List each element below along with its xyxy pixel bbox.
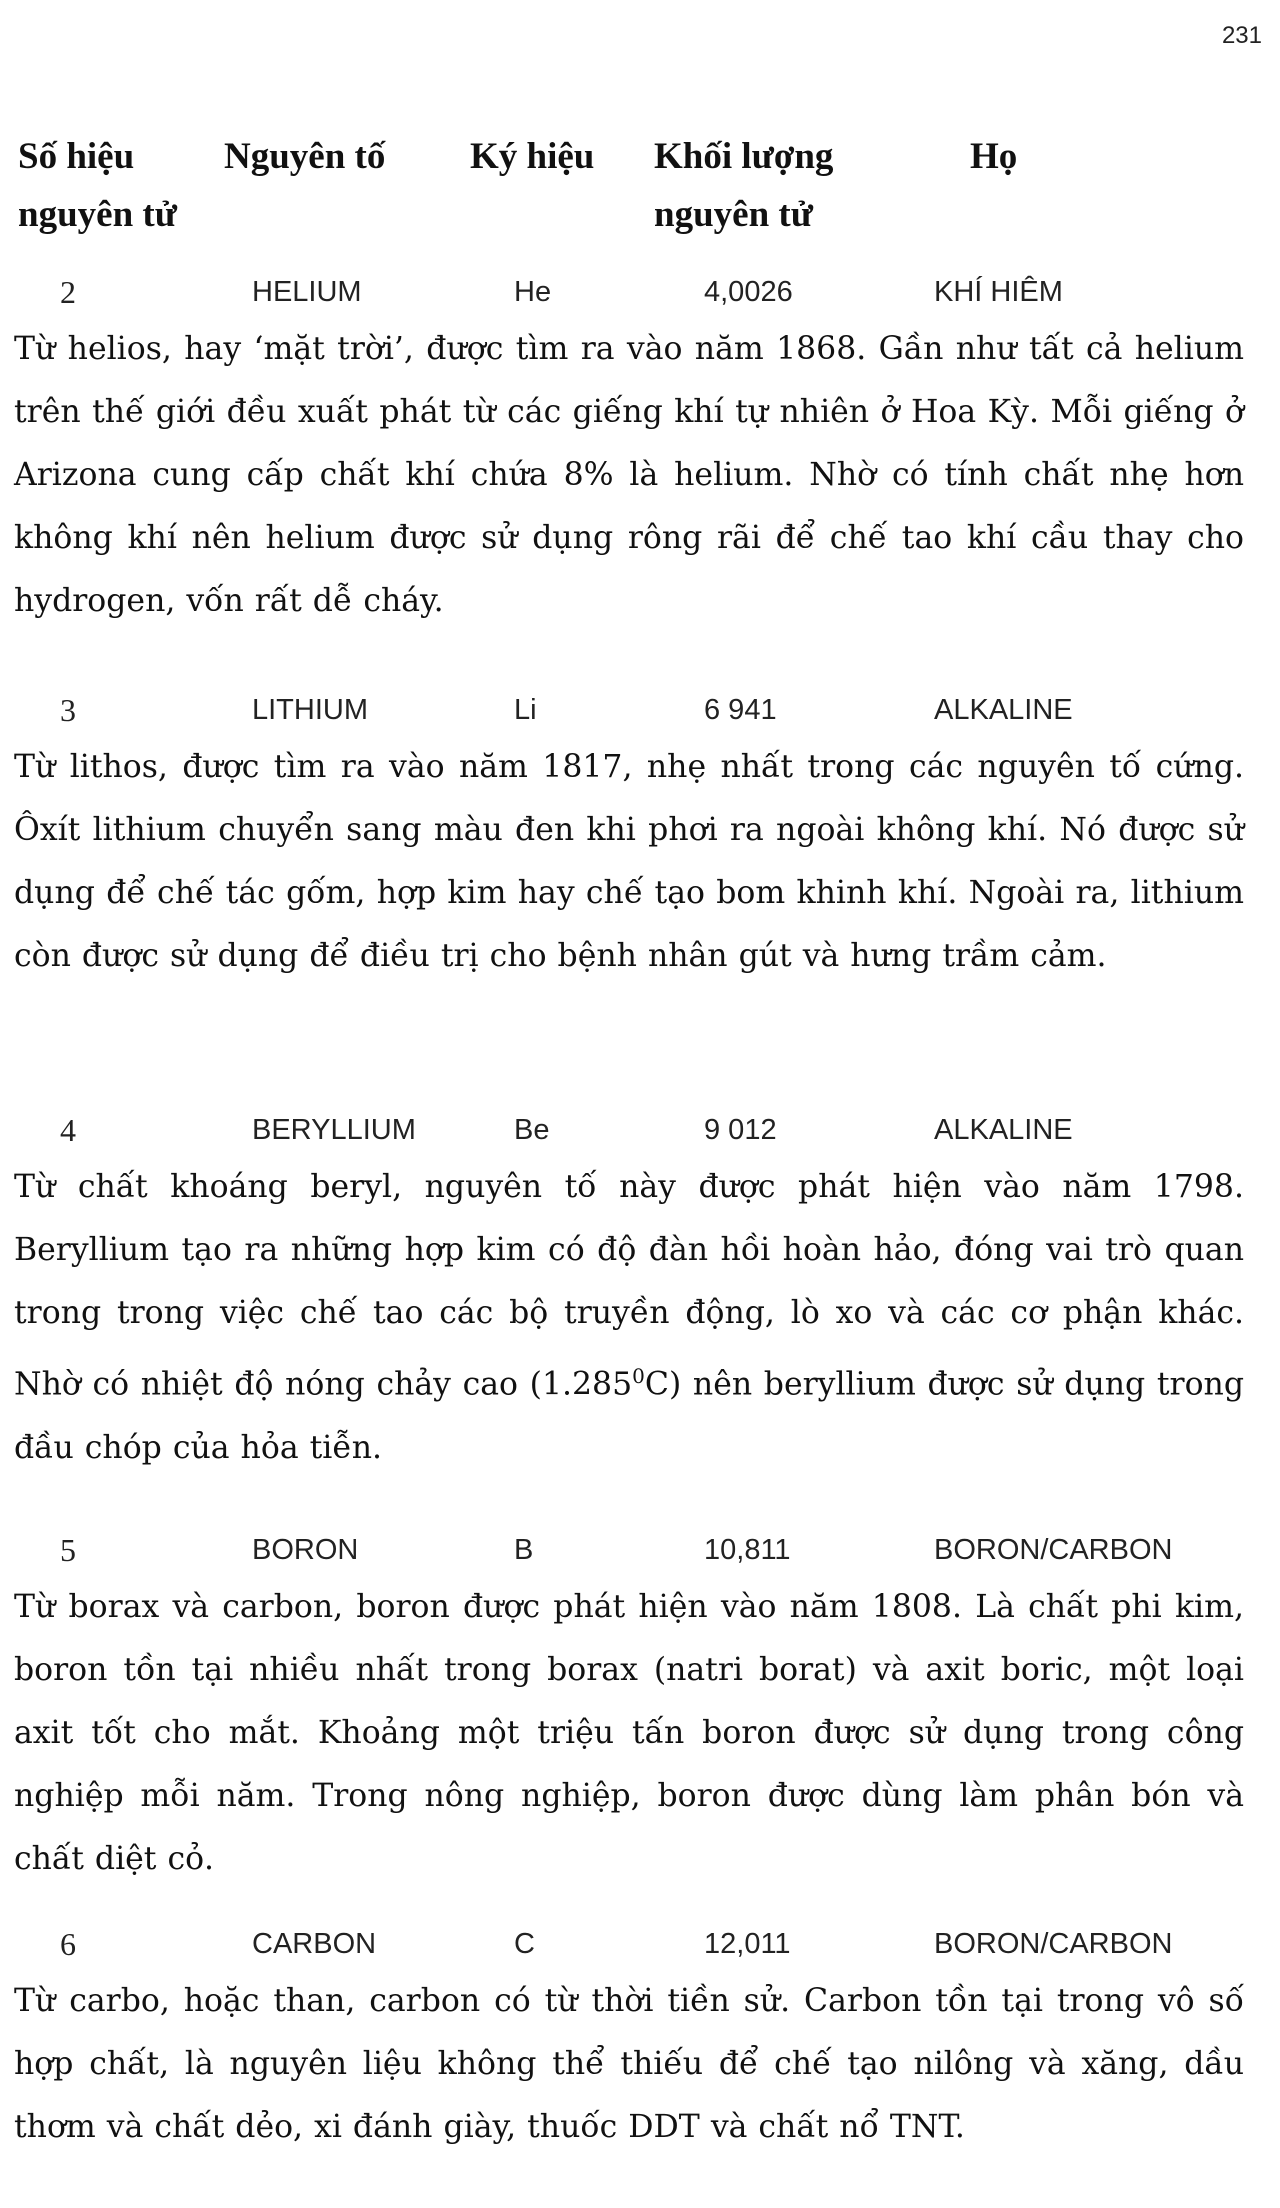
atomic-mass: 9 012 <box>704 1114 777 1146</box>
element-family: KHÍ HIÊM <box>934 276 1063 308</box>
element-entry-boron <box>14 1524 1244 1891</box>
element-symbol: C <box>514 1928 535 1960</box>
element-description: Từ carbo, hoặc than, carbon có từ thời tiền sử. Carbon tồn tại trong vô số hợp chất, là nguyên liệu không thể thiếu để chế tạo nilông và xăng, dầu thơm và chất dẻo, xi đánh giày, thuốc DDT và chất nổ TNT. <box>14 1983 1244 2145</box>
element-description <box>14 1156 1244 1480</box>
atomic-number: 4 <box>60 1112 76 1148</box>
element-family: ALKALINE <box>934 1114 1073 1146</box>
header-symbol: Ký hiệu <box>470 136 595 177</box>
atomic-mass: 12,011 <box>704 1928 791 1960</box>
degree-superscript: 0 <box>632 1364 645 1388</box>
element-symbol: Li <box>514 694 537 726</box>
element-family: ALKALINE <box>934 694 1073 726</box>
atomic-mass: 4,0026 <box>704 276 793 308</box>
header-atomic-mass: Khối lượng nguyên tử <box>654 136 834 235</box>
atomic-number: 3 <box>60 692 76 728</box>
atomic-number: 6 <box>60 1926 76 1962</box>
element-meta <box>14 1918 1244 1970</box>
element-name: LITHIUM <box>252 694 368 726</box>
header-element: Nguyên tố <box>224 136 386 177</box>
atomic-number: 2 <box>60 274 76 310</box>
atomic-mass: 10,811 <box>704 1534 791 1566</box>
element-meta <box>14 684 1244 736</box>
atomic-number: 5 <box>60 1532 76 1568</box>
element-meta <box>14 266 1244 318</box>
table-header <box>18 128 1238 248</box>
element-name: HELIUM <box>252 276 362 308</box>
element-family: BORON/CARBON <box>934 1534 1173 1566</box>
page-number: 231 <box>1221 22 1262 49</box>
element-meta <box>14 1104 1244 1156</box>
element-name: CARBON <box>252 1928 377 1960</box>
element-symbol: B <box>514 1534 534 1566</box>
element-name: BERYLLIUM <box>252 1114 416 1146</box>
element-symbol: Be <box>514 1114 550 1146</box>
element-meta <box>14 1524 1244 1576</box>
element-entry-lithium <box>14 684 1244 988</box>
description-text: C) nên beryllium được sử dụng trong đầu chóp của hỏa tiễn. <box>14 1366 1244 1466</box>
element-entry-helium <box>14 266 1244 633</box>
element-symbol: He <box>514 276 552 308</box>
element-family: BORON/CARBON <box>934 1928 1173 1960</box>
element-description: Từ helios, hay ‘mặt trời’, được tìm ra vào năm 1868. Gần như tất cả helium trên thế giới đều xuất phát từ các giếng khí tự nhiên ở Hoa Kỳ. Mỗi giếng ở Arizona cung cấp chất khí chứa 8% là helium. Nhờ có tính chất nhẹ hơn không khí nên helium được sử dụng rông rãi để chế tao khí cầu thay cho hydrogen, vốn rất dễ cháy. <box>14 331 1244 619</box>
element-description: Từ lithos, được tìm ra vào năm 1817, nhẹ nhất trong các nguyên tố cứng. Ôxít lithium chuyển sang màu đen khi phơi ra ngoài không khí. Nó được sử dụng để chế tác gốm, hợp kim hay chế tạo bom khinh khí. Ngoài ra, lithium còn được sử dụng để điều trị cho bệnh nhân gút và hưng trầm cảm. <box>14 749 1244 974</box>
element-name: BORON <box>252 1534 359 1566</box>
header-atomic-number: Số hiệu nguyên tử <box>18 136 177 235</box>
header-family: Họ <box>970 136 1018 177</box>
atomic-mass: 6 941 <box>704 694 777 726</box>
description-text: Từ chất khoáng beryl, nguyên tố này được phát hiện vào năm 1798. Beryllium tạo ra những hợp kim có độ đàn hồi hoàn hảo, đóng vai trò quan trong trong việc chế tao các bộ truyền động, lò xo và các cơ phận khác. Nhờ có nhiệt độ nóng chảy cao (1.285 <box>14 1169 1244 1403</box>
element-entry-beryllium <box>14 1104 1244 1480</box>
element-description: Từ borax và carbon, boron được phát hiện vào năm 1808. Là chất phi kim, boron tồn tại nhiều nhất trong borax (natri borat) và axit boric, một loại axit tốt cho mắt. Khoảng một triệu tấn boron được sử dụng trong công nghiệp mỗi năm. Trong nông nghiệp, boron được dùng làm phân bón và chất diệt cỏ. <box>14 1589 1244 1877</box>
element-entry-carbon <box>14 1918 1244 2159</box>
